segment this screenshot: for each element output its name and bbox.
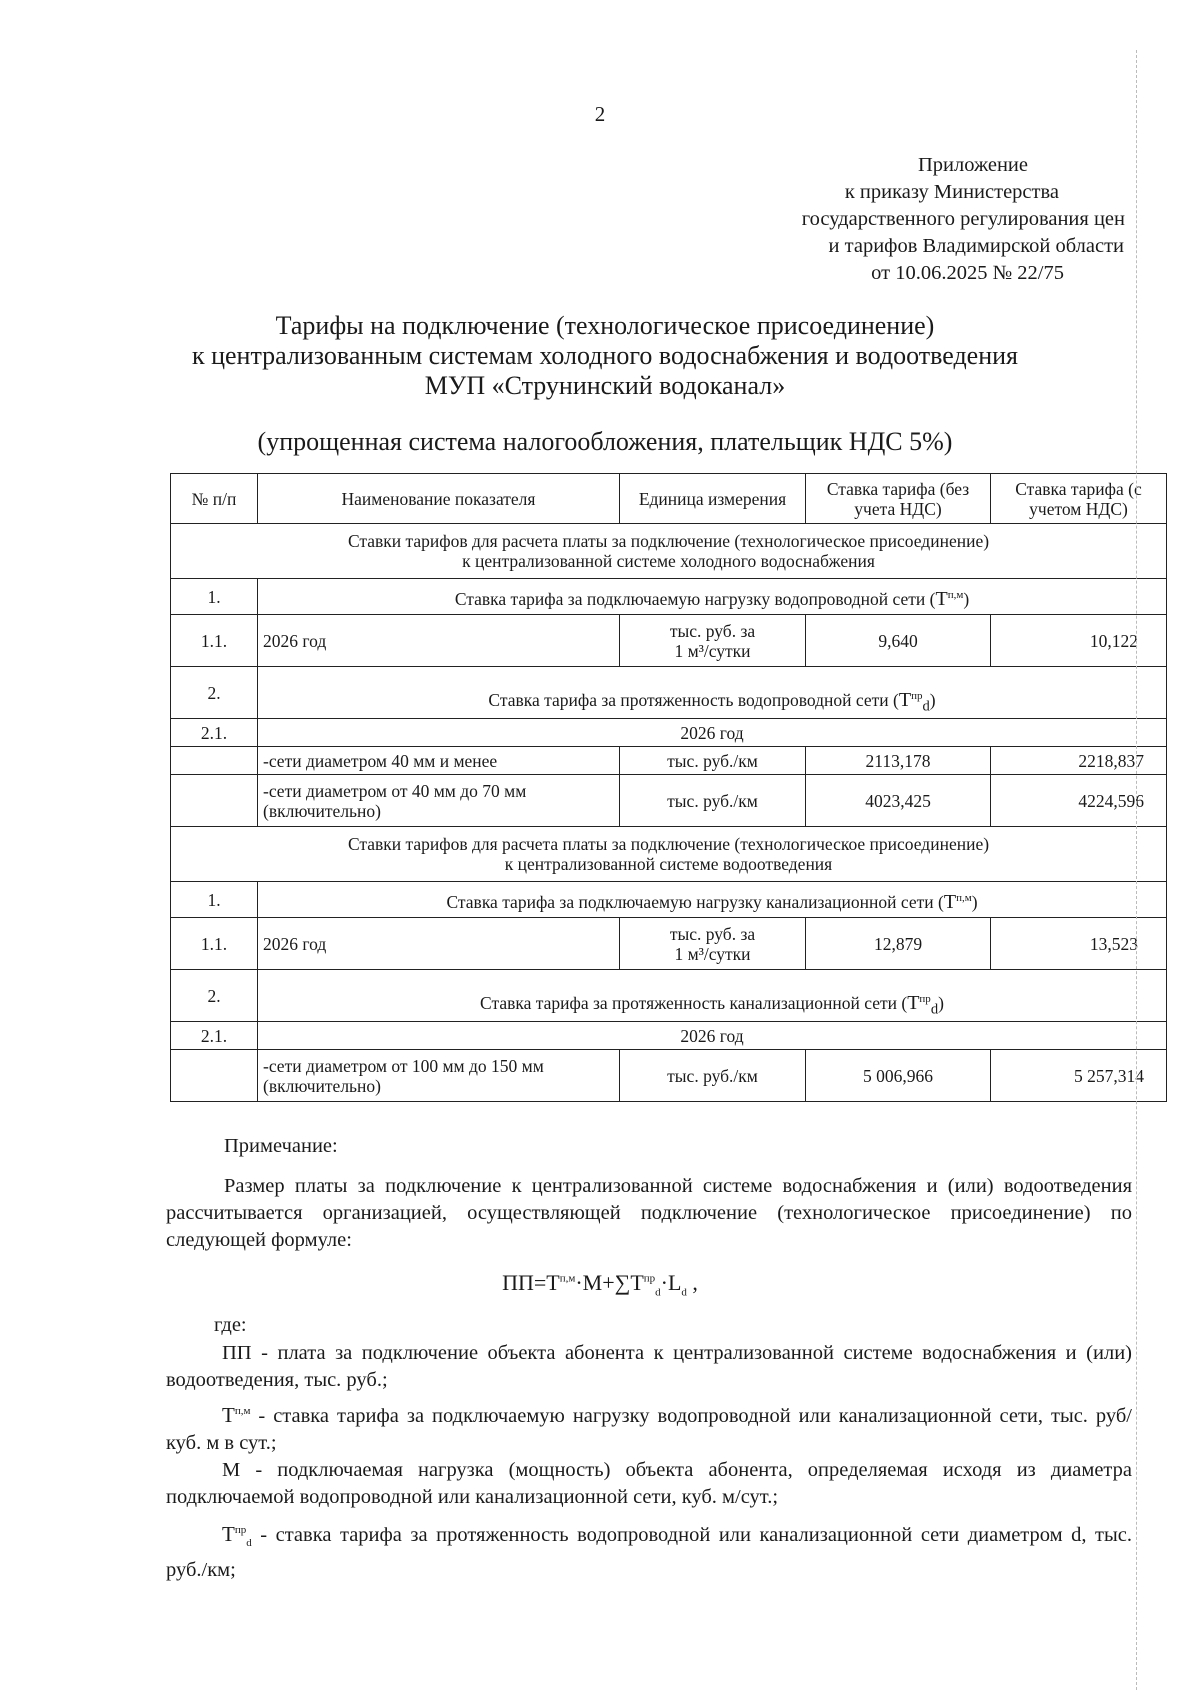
row-name: -сети диаметром от 100 мм до 150 мм (включительно)	[258, 1050, 620, 1102]
row-number	[171, 1050, 258, 1102]
definition-pp	[166, 1340, 1132, 1394]
row-number: 1.1.	[171, 615, 258, 667]
row-unit: тыс. руб./км	[620, 747, 806, 775]
row-text: Ставка тарифа за подключаемую нагрузку канализационной сети (	[446, 891, 944, 912]
definition-text: ПП - плата за подключение объекта абонента к централизованной системе водоснабжения и (или) водоотведения, тыс. руб.;	[166, 1342, 1132, 1391]
section-heading-line: к централизованной системе водоотведения	[504, 854, 833, 874]
paren-close: )	[971, 891, 978, 912]
page-number: 2	[594, 102, 606, 126]
row-text: Ставка тарифа за протяженность канализационной сети (	[480, 992, 908, 1013]
rate-with-vat: 4224,596	[991, 775, 1167, 827]
definition-text: - ставка тарифа за протяженность водопроводной или канализационной сети диаметром d, тыс. руб./км;	[166, 1524, 1132, 1582]
row-number: 1.	[171, 579, 258, 615]
formula-superscript: п,м	[559, 1272, 576, 1285]
formula-part: Т	[546, 1270, 560, 1295]
where-label: где:	[214, 1314, 247, 1336]
row-number: 2.	[171, 667, 258, 719]
appendix-line: государственного регулирования цен	[801, 208, 1125, 230]
row-description	[258, 579, 1167, 615]
title-line: Тарифы на подключение (технологическое присоединение)	[275, 311, 935, 340]
row-number	[171, 775, 258, 827]
definition-m	[166, 1457, 1132, 1511]
row-number: 2.	[171, 970, 258, 1022]
definition-text: - ставка тарифа за подключаемую нагрузку водопроводной или канализационной сети, тыс. руб/куб. м в сут.;	[166, 1405, 1132, 1454]
table-row	[171, 918, 1167, 970]
table-row	[171, 579, 1167, 615]
row-description	[258, 970, 1167, 1022]
section-heading-line: Ставки тарифов для расчета платы за подключение (технологическое присоединение)	[347, 834, 990, 854]
row-text: Ставка тарифа за подключаемую нагрузку водопроводной сети (	[454, 588, 936, 609]
formula-part: ·М	[575, 1270, 603, 1295]
paren-close: )	[963, 588, 970, 609]
table-header-row	[171, 474, 1167, 524]
row-year: 2026 год	[258, 719, 1167, 747]
table-row	[171, 615, 1167, 667]
formula-part: ·L	[660, 1270, 682, 1295]
header-cell: Ставка тарифа (без учета НДС)	[806, 474, 991, 524]
row-year: 2026 год	[258, 1022, 1167, 1050]
formula-part: =	[533, 1270, 547, 1295]
formula-superscript: пр	[643, 1272, 656, 1285]
header-cell: Ставка тарифа (с учетом НДС)	[991, 474, 1167, 524]
unit-line: 1 м³/сутки	[674, 640, 751, 661]
tariff-superscript: п,м	[956, 891, 972, 904]
rate-without-vat: 5 006,966	[806, 1050, 991, 1102]
paren-close: )	[929, 689, 936, 710]
formula-part: +∑	[602, 1270, 631, 1295]
document-title	[150, 311, 1060, 401]
row-unit: тыс. руб./км	[620, 1050, 806, 1102]
appendix-line: и тарифов Владимирской области	[828, 235, 1124, 257]
rate-with-vat: 2218,837	[991, 747, 1167, 775]
tariff-superscript: пр	[919, 992, 931, 1005]
table-row	[171, 775, 1167, 827]
section-heading-row	[171, 524, 1167, 579]
table-row	[171, 1022, 1167, 1050]
row-name: 2026 год	[258, 615, 620, 667]
tariff-subscript: d	[930, 1001, 939, 1017]
header-cell: Единица измерения	[620, 474, 806, 524]
section-heading-row	[171, 827, 1167, 882]
section-heading-line: к централизованной системе холодного водоснабжения	[462, 551, 875, 571]
note-title: Примечание:	[224, 1135, 338, 1157]
row-unit	[620, 615, 806, 667]
rate-without-vat: 12,879	[806, 918, 991, 970]
appendix-line: Приложение	[917, 154, 1028, 176]
unit-line: тыс. руб. за	[669, 923, 756, 944]
rate-without-vat: 9,640	[806, 615, 991, 667]
formula	[0, 1270, 1200, 1298]
unit-line: тыс. руб. за	[669, 620, 756, 641]
note-paragraph	[166, 1173, 1132, 1254]
table-row	[171, 747, 1167, 775]
definition-text: М - подключаемая нагрузка (мощность) объекта абонента, определяемая исходя из диаметра подключаемой водопроводной или канализационной сети, куб. м/сут.;	[166, 1459, 1132, 1508]
formula-part: ПП	[502, 1270, 534, 1295]
tariff-table	[170, 473, 1167, 1102]
rate-without-vat: 4023,425	[806, 775, 991, 827]
row-name: -сети диаметром от 40 мм до 70 мм (включительно)	[258, 775, 620, 827]
unit-line: 1 м³/сутки	[674, 943, 751, 964]
row-text: Ставка тарифа за протяженность водопроводной сети (	[488, 689, 899, 710]
tariff-symbol: Т	[935, 587, 948, 610]
row-description	[258, 667, 1167, 719]
formula-subscript: d	[655, 1286, 661, 1299]
scan-edge-marks	[1136, 50, 1138, 1690]
table-row	[171, 1050, 1167, 1102]
definition-superscript: пр	[234, 1524, 247, 1536]
formula-subscript: d	[681, 1286, 687, 1299]
definition-symbol: Т	[222, 1522, 235, 1546]
rate-with-vat: 5 257,314	[991, 1050, 1167, 1102]
section-heading	[171, 827, 1167, 882]
header-cell: № п/п	[171, 474, 258, 524]
section-heading-line: Ставки тарифов для расчета платы за подключение (технологическое присоединение)	[347, 531, 990, 551]
row-unit: тыс. руб./км	[620, 775, 806, 827]
table-row	[171, 970, 1167, 1022]
row-number: 1.1.	[171, 918, 258, 970]
tariff-symbol: Т	[907, 991, 920, 1014]
appendix-block	[660, 152, 1140, 287]
table-row	[171, 719, 1167, 747]
row-unit	[620, 918, 806, 970]
rate-with-vat: 10,122	[991, 615, 1167, 667]
tariff-symbol: Т	[898, 688, 912, 711]
row-number	[171, 747, 258, 775]
row-number: 1.	[171, 882, 258, 918]
appendix-line: от 10.06.2025 № 22/75	[871, 262, 1064, 284]
definition-td	[166, 1517, 1132, 1584]
row-number: 2.1.	[171, 1022, 258, 1050]
row-description	[258, 882, 1167, 918]
title-line: МУП «Струнинский водоканал»	[424, 371, 786, 400]
tariff-superscript: п,м	[947, 588, 964, 601]
tariff-symbol: Т	[943, 890, 957, 913]
rate-with-vat: 13,523	[991, 918, 1167, 970]
formula-part: ,	[692, 1270, 698, 1295]
table-row	[171, 667, 1167, 719]
formula-part: Т	[630, 1270, 644, 1295]
row-name: -сети диаметром 40 мм и менее	[258, 747, 620, 775]
note-paragraph-text: Размер платы за подключение к централизованной системе водоснабжения и (или) водоотведения рассчитывается организацией, осуществляющей подключение (технологическое присоединение) по следующей формуле:	[166, 1175, 1132, 1251]
definition-superscript: п,м	[234, 1405, 251, 1417]
title-line: к централизованным системам холодного водоснабжения и водоотведения	[191, 341, 1019, 370]
paren-close: )	[938, 992, 944, 1013]
tariff-subscript: d	[922, 698, 930, 714]
header-cell: Наименование показателя	[258, 474, 620, 524]
rate-without-vat: 2113,178	[806, 747, 991, 775]
document-subtitle: (упрощенная система налогообложения, плательщик НДС 5%)	[257, 427, 953, 456]
row-number: 2.1.	[171, 719, 258, 747]
table-row	[171, 882, 1167, 918]
definition-tpm	[166, 1398, 1132, 1457]
tariff-superscript: пр	[911, 689, 923, 702]
definition-subscript: d	[246, 1537, 252, 1550]
section-heading	[171, 524, 1167, 579]
row-name: 2026 год	[258, 918, 620, 970]
appendix-line: к приказу Министерства	[844, 181, 1059, 203]
definition-symbol: Т	[222, 1403, 235, 1427]
